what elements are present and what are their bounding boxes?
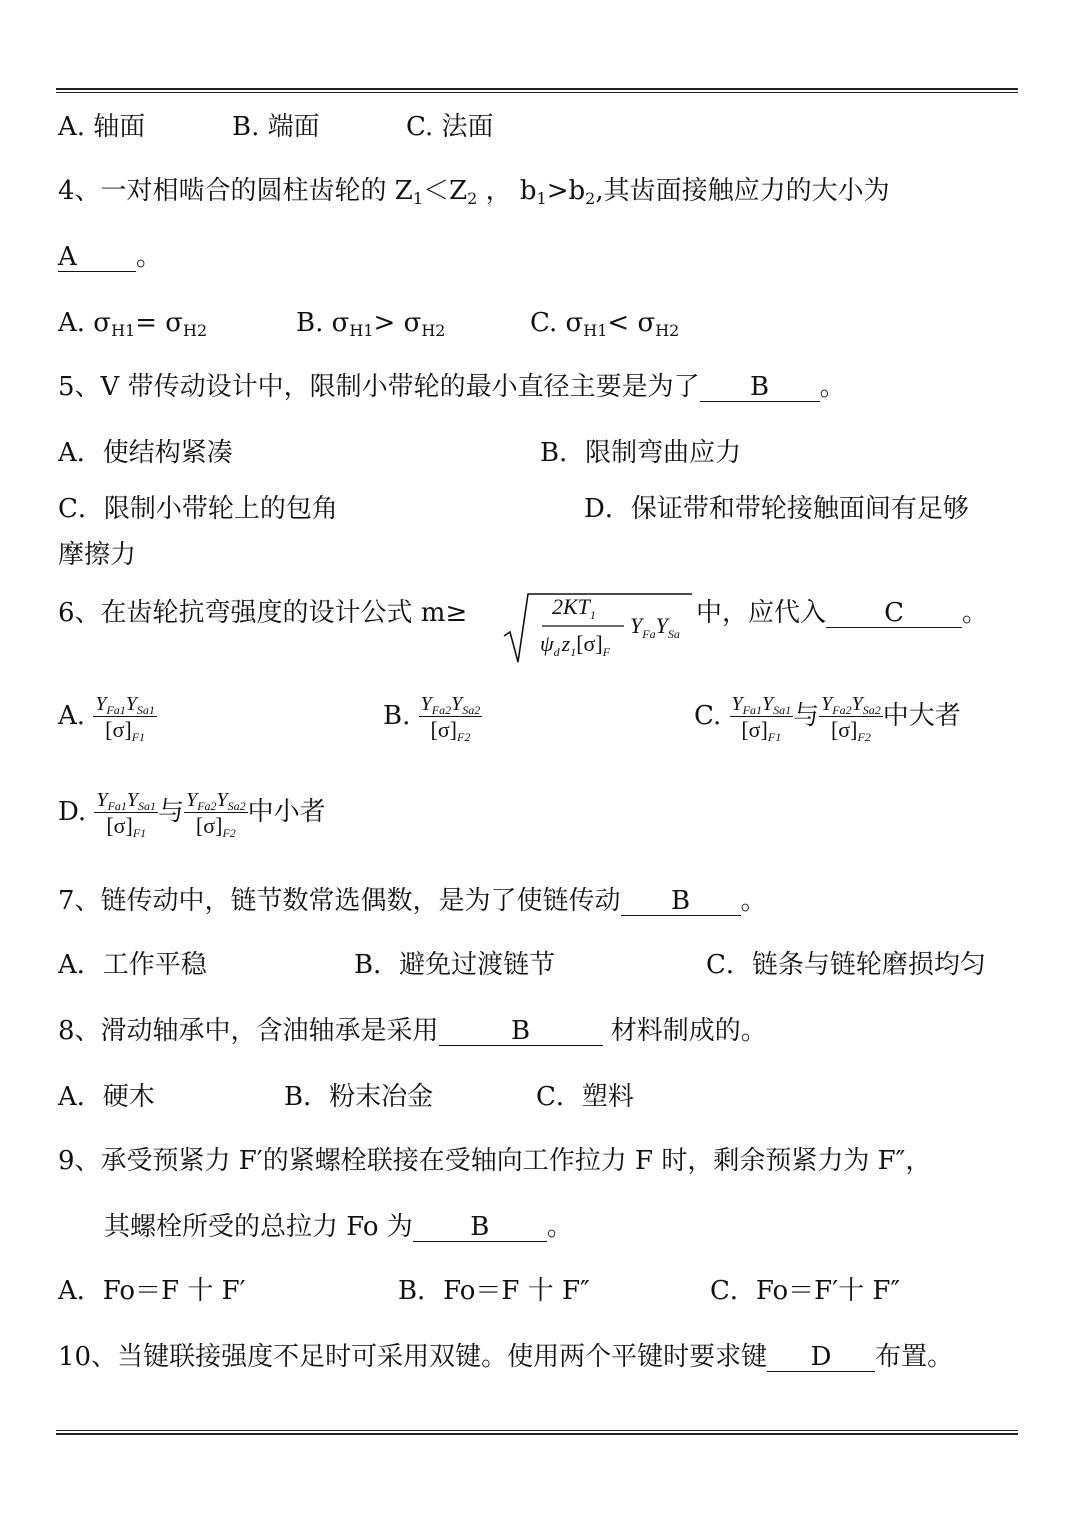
q3-option-c: C. 法面	[406, 112, 494, 142]
q8-option-b: B．粉末冶金	[284, 1082, 434, 1112]
q7-question: 7、链传动中，链节数常选偶数，是为了使链传动 B 。	[58, 886, 767, 916]
q8-option-c: C．塑料	[536, 1082, 634, 1112]
q4-answer: A	[58, 243, 136, 272]
q6-option-a: A. $\frac{Y_{Fa1}Y_{Sa1}}{[\sigma]_{F1}}$	[58, 692, 155, 744]
q6-formula-numerator: $2KT_1$	[552, 594, 596, 622]
q9-option-b: B．Fo＝F 十 F″	[398, 1276, 590, 1306]
q6-option-b: B. $\frac{Y_{Fa2}Y_{Sa2}}{[\sigma]_{F2}}$	[383, 692, 481, 744]
q5-option-a: A．使结构紧凑	[58, 438, 233, 468]
q6-option-d: D. $\frac{Y_{Fa1}Y_{Sa1}}{[\sigma]_{F1}}$ 与 $\frac{Y_{Fa2}Y_{Sa2}}{[\sigma]_{F2}}$ 中小者	[58, 788, 326, 840]
q4-answer-line: A 。	[58, 242, 163, 272]
q5-option-b: B．限制弯曲应力	[540, 438, 742, 468]
q5-question: 5、V 带传动设计中，限制小带轮的最小直径主要是为了 B 。	[58, 372, 846, 402]
q10-answer: D	[767, 1343, 875, 1372]
q3-option-b: B. 端面	[232, 112, 320, 142]
q9-question: 9、承受预紧力 F′的紧螺栓联接在受轴向工作拉力 F 时，剩余预紧力为 F″，	[58, 1146, 932, 1176]
q6-option-c-fraction-1: $\frac{Y_{Fa1}Y_{Sa1}}{[\sigma]_{F1}}$	[731, 692, 792, 744]
q6-question-post: 中，应代入 C 。	[696, 598, 989, 628]
q5-option-d: D．保证带和带轮接触面间有足够	[584, 494, 969, 524]
q6-answer: C	[826, 599, 962, 628]
q6-option-a-fraction: $\frac{Y_{Fa1}Y_{Sa1}}{[\sigma]_{F1}}$	[95, 692, 155, 744]
q7-option-c: C．链条与链轮磨损均匀	[706, 950, 986, 980]
q8-option-a: A．硬木	[58, 1082, 155, 1112]
q6-option-c: C. $\frac{Y_{Fa1}Y_{Sa1}}{[\sigma]_{F1}}$ 与 $\frac{Y_{Fa2}Y_{Sa2}}{[\sigma]_{F2}}$ 中大者	[694, 692, 961, 744]
q6-option-d-fraction-2: $\frac{Y_{Fa2}Y_{Sa2}}{[\sigma]_{F2}}$	[186, 788, 246, 840]
q4-option-b: B. $\sigma_{H1}> \sigma_{H2}$	[296, 308, 446, 340]
q5-option-c: C．限制小带轮上的包角	[58, 494, 338, 524]
q9-answer: B	[413, 1213, 547, 1242]
q7-option-a: A．工作平稳	[58, 950, 207, 980]
q4-option-c: C. $\sigma_{H1}< \sigma_{H2}$	[530, 308, 680, 340]
q9-option-a: A．Fo＝F 十 F′	[58, 1276, 246, 1306]
q5-answer: B	[700, 373, 820, 402]
q6-formula-denominator: $\psi_dz_1[\sigma]_F$	[540, 631, 611, 659]
q3-option-a: A. 轴面	[58, 112, 146, 142]
q6-option-c-fraction-2: $\frac{Y_{Fa2}Y_{Sa2}}{[\sigma]_{F2}}$	[821, 692, 881, 744]
q4-option-a: A. $\sigma_{H1}= \sigma_{H2}$	[58, 308, 208, 340]
q7-option-b: B．避免过渡链节	[354, 950, 556, 980]
bottom-rule	[56, 1430, 1018, 1435]
q8-answer: B	[439, 1017, 603, 1046]
q6-option-d-fraction-1: $\frac{Y_{Fa1}Y_{Sa1}}{[\sigma]_{F1}}$	[96, 788, 157, 840]
q7-answer: B	[621, 887, 741, 916]
q5-option-d-cont: 摩擦力	[58, 540, 137, 570]
q6-question-text: 6、在齿轮抗弯强度的设计公式 m≥	[58, 598, 468, 628]
q6-option-b-fraction: $\frac{Y_{Fa2}Y_{Sa2}}{[\sigma]_{F2}}$	[420, 692, 481, 744]
q8-question: 8、滑动轴承中，含油轴承是采用 B 材料制成的。	[58, 1016, 767, 1046]
q9-question-line2: 其螺栓所受的总拉力 Fo 为 B 。	[104, 1212, 573, 1242]
top-rule	[56, 88, 1018, 93]
q9-option-c: C．Fo＝F′十 F″	[710, 1276, 901, 1306]
q6-formula-y-factors: $Y_{Fa}Y_{Sa}$	[630, 613, 680, 641]
q10-question: 10、当键联接强度不足时可采用双键。使用两个平键时要求键 D 布置。	[58, 1342, 954, 1372]
q4-question: 4、一对相啮合的圆柱齿轮的 $Z_1<Z_2$ ， $b_1>b_2$,其齿面接触应力的大小为	[58, 176, 890, 208]
